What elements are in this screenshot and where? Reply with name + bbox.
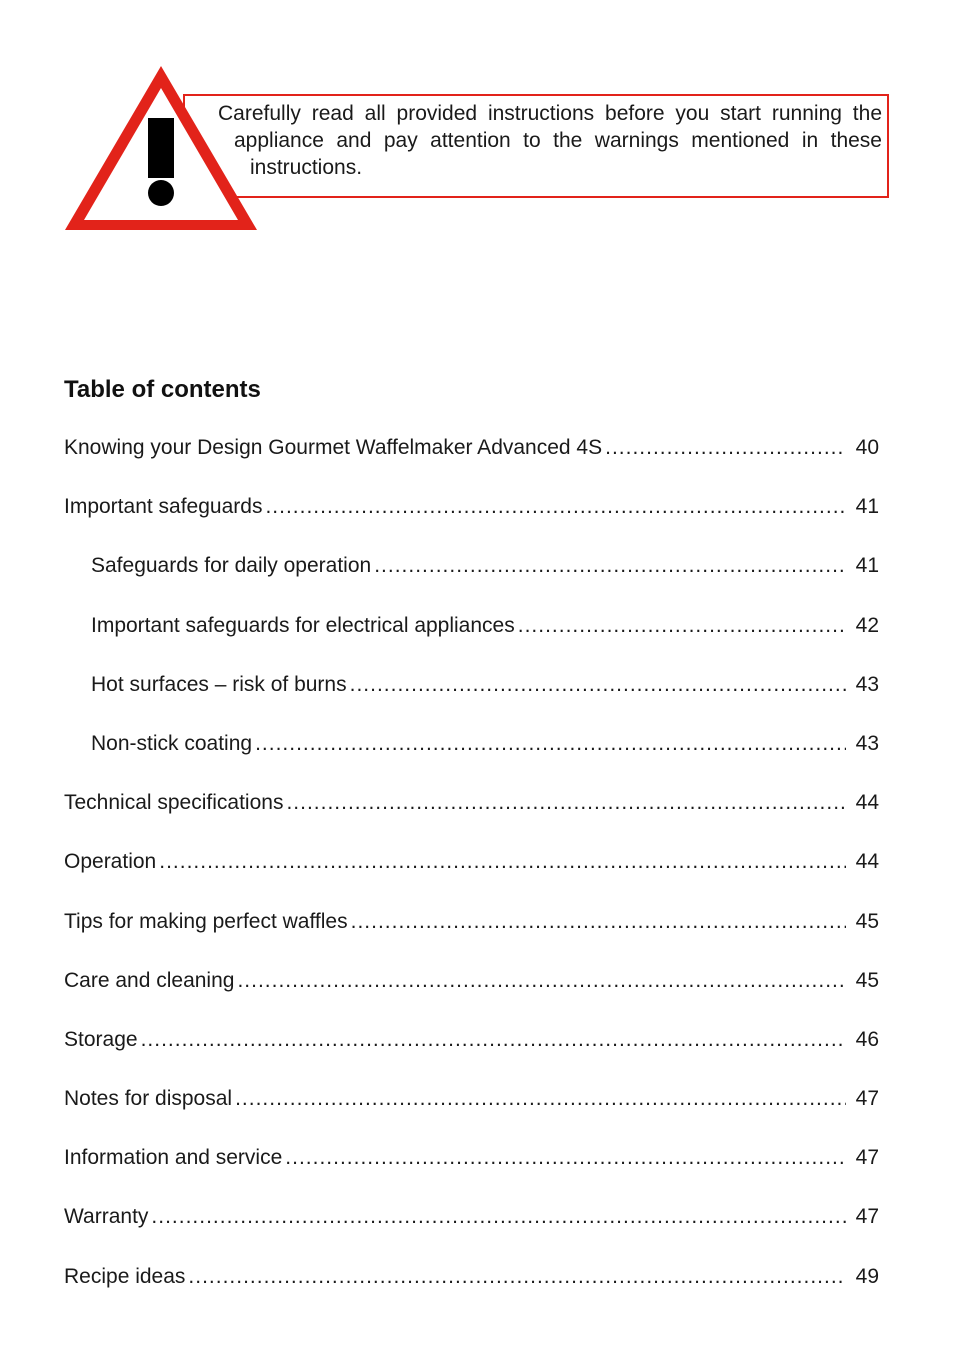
table-of-contents bbox=[64, 436, 879, 1324]
warning-notice bbox=[62, 62, 892, 234]
toc-entry-label: Recipe ideas bbox=[64, 1264, 186, 1288]
toc-entry-label: Important safeguards bbox=[64, 495, 263, 519]
toc-entry[interactable] bbox=[64, 969, 879, 1028]
toc-leader-dots bbox=[286, 791, 846, 815]
toc-entry[interactable] bbox=[64, 1265, 879, 1324]
toc-leader-dots bbox=[151, 1205, 846, 1229]
toc-leader-dots bbox=[374, 554, 846, 578]
toc-leader-dots bbox=[350, 673, 846, 697]
toc-leader-dots bbox=[285, 1146, 846, 1170]
toc-entry-label: Notes for disposal bbox=[64, 1087, 233, 1111]
toc-entry[interactable] bbox=[64, 1028, 879, 1087]
toc-leader-dots bbox=[159, 850, 846, 874]
toc-subentry[interactable] bbox=[64, 554, 879, 613]
toc-entry-page: 44 bbox=[855, 791, 879, 815]
toc-entry-label: Hot surfaces – risk of burns bbox=[91, 672, 347, 696]
toc-leader-dots bbox=[605, 436, 846, 460]
toc-entry-page: 45 bbox=[855, 968, 879, 992]
toc-entry-label: Tips for making perfect waffles bbox=[64, 909, 348, 933]
toc-entry[interactable] bbox=[64, 791, 879, 850]
toc-entry-page: 41 bbox=[855, 495, 879, 519]
toc-entry-page: 47 bbox=[855, 1205, 879, 1229]
toc-leader-dots bbox=[351, 910, 846, 934]
toc-entry-page: 41 bbox=[855, 554, 879, 578]
toc-entry-label: Safeguards for daily operation bbox=[91, 554, 372, 578]
toc-entry[interactable] bbox=[64, 495, 879, 554]
toc-entry[interactable] bbox=[64, 1205, 879, 1264]
warning-text-line-2: appliance and pay attention to the warnings mentioned in these bbox=[234, 129, 882, 152]
toc-entry-page: 45 bbox=[855, 909, 879, 933]
toc-leader-dots bbox=[188, 1265, 846, 1289]
toc-entry-label: Important safeguards for electrical appliances bbox=[91, 613, 515, 637]
toc-entry[interactable] bbox=[64, 910, 879, 969]
toc-leader-dots bbox=[237, 969, 846, 993]
toc-entry-label: Storage bbox=[64, 1027, 138, 1051]
toc-subentry[interactable] bbox=[64, 673, 879, 732]
toc-entry-page: 40 bbox=[855, 436, 879, 459]
toc-title: Table of contents bbox=[64, 376, 261, 403]
warning-text-line-3: instructions. bbox=[250, 156, 363, 179]
warning-text-line-1: Carefully read all provided instructions before you start running the bbox=[218, 102, 882, 125]
toc-entry-page: 47 bbox=[855, 1146, 879, 1170]
toc-entry-page: 43 bbox=[855, 672, 879, 696]
toc-entry-label: Operation bbox=[64, 850, 157, 874]
toc-leader-dots bbox=[255, 732, 846, 756]
toc-entry-page: 43 bbox=[855, 731, 879, 755]
toc-entry-page: 47 bbox=[855, 1087, 879, 1111]
toc-subentry[interactable] bbox=[64, 614, 879, 673]
toc-leader-dots bbox=[235, 1087, 846, 1111]
toc-entry-label: Knowing your Design Gourmet Waffelmaker Advanced 4S bbox=[64, 436, 603, 459]
toc-entry-label: Information and service bbox=[64, 1146, 283, 1170]
toc-entry-page: 46 bbox=[855, 1027, 879, 1051]
toc-entry-label: Care and cleaning bbox=[64, 968, 235, 992]
toc-entry[interactable] bbox=[64, 1087, 879, 1146]
toc-subentry[interactable] bbox=[64, 732, 879, 791]
toc-leader-dots bbox=[518, 614, 846, 638]
toc-entry[interactable] bbox=[64, 850, 879, 909]
toc-entry-label: Warranty bbox=[64, 1205, 149, 1229]
toc-entry[interactable] bbox=[64, 1146, 879, 1205]
warning-text bbox=[218, 100, 882, 181]
toc-entry-label: Non-stick coating bbox=[91, 731, 253, 755]
toc-entry-label: Technical specifications bbox=[64, 791, 284, 815]
toc-entry[interactable] bbox=[64, 436, 879, 495]
toc-entry-page: 44 bbox=[855, 850, 879, 874]
toc-entry-page: 49 bbox=[855, 1264, 879, 1288]
toc-entry-page: 42 bbox=[855, 613, 879, 637]
toc-leader-dots bbox=[265, 495, 846, 519]
toc-leader-dots bbox=[141, 1028, 846, 1052]
